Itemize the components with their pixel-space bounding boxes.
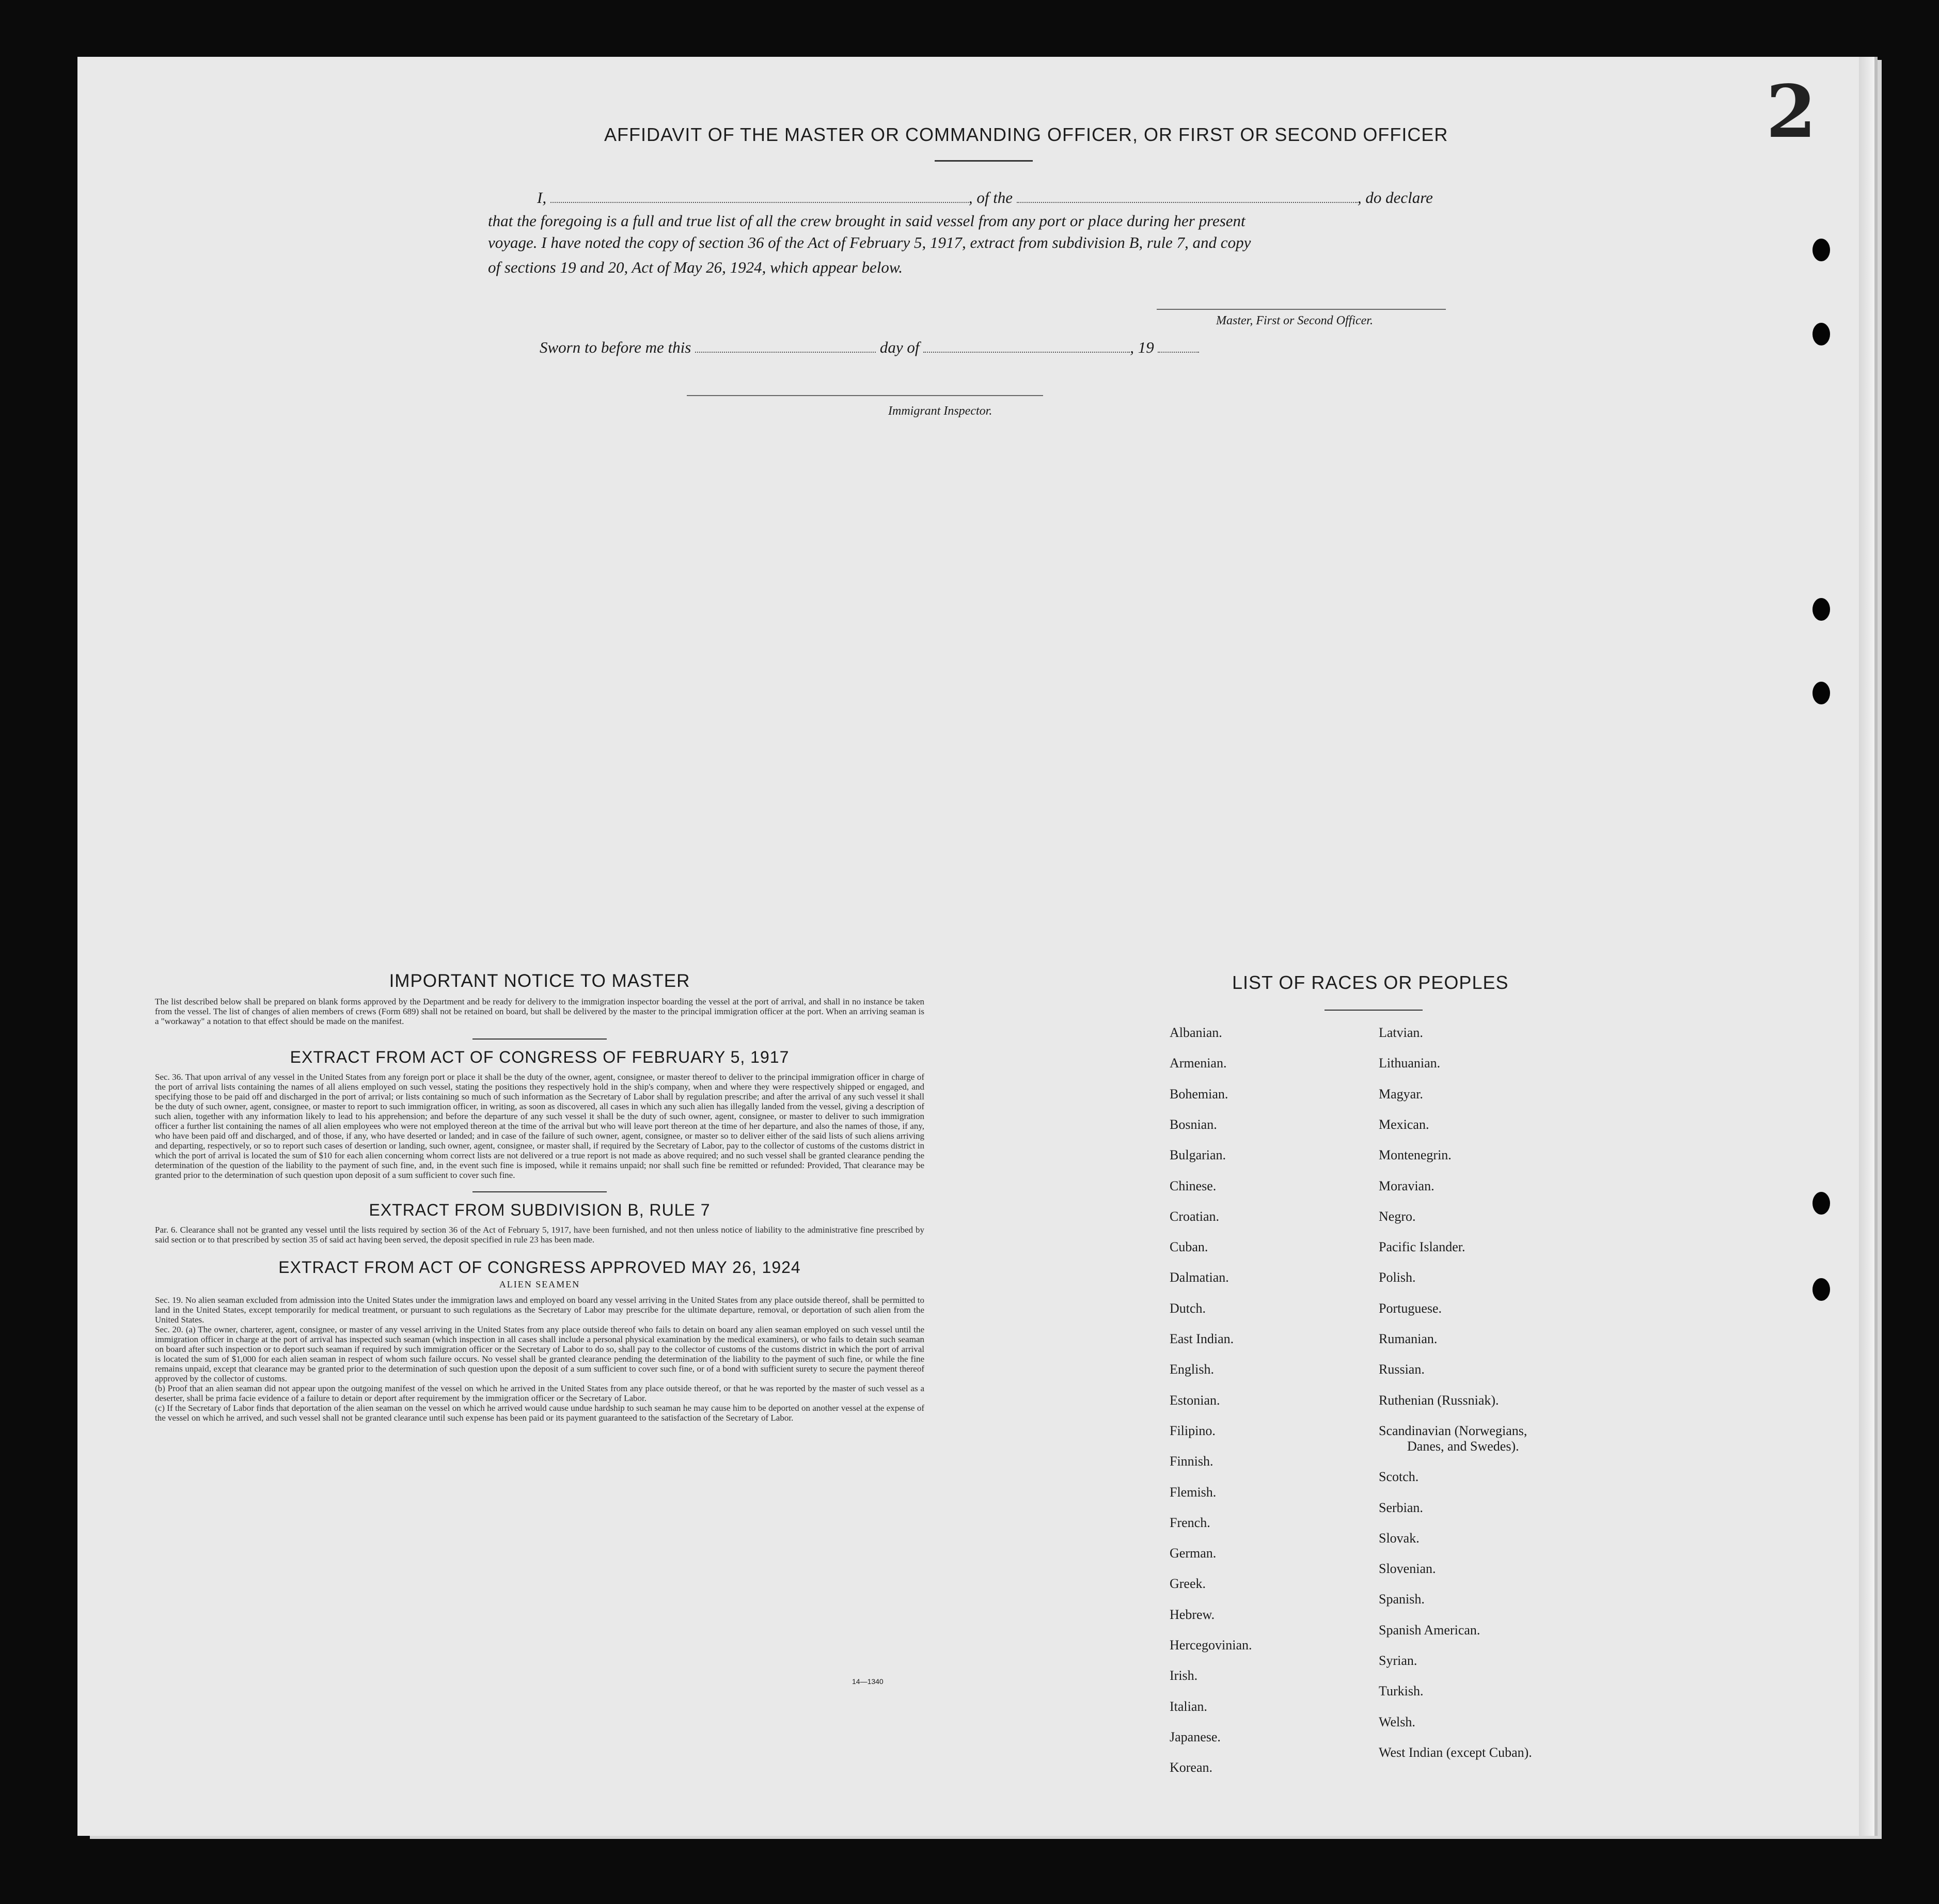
form-sheet [77, 57, 1869, 1836]
binder-hole [1812, 1192, 1830, 1215]
race-item: Rumanian. [1379, 1331, 1438, 1346]
race-item: Korean. [1170, 1760, 1213, 1775]
race-item: Scotch. [1379, 1469, 1419, 1485]
race-item: Slovak. [1379, 1530, 1420, 1546]
year-label: , 19 [1130, 338, 1154, 356]
month-blank[interactable] [923, 349, 1130, 353]
page-stack-edge [1859, 57, 1874, 1836]
race-item: Ruthenian (Russniak). [1379, 1392, 1499, 1408]
vessel-blank[interactable] [1017, 199, 1358, 203]
extract-1924-title: EXTRACT FROM ACT OF CONGRESS APPROVED MAY 26, 1924 [278, 1258, 801, 1277]
race-item: German. [1170, 1546, 1217, 1561]
extract-1917-title: EXTRACT FROM ACT OF CONGRESS OF FEBRUARY 5, 1917 [290, 1048, 790, 1066]
binder-hole [1812, 239, 1830, 261]
race-item: Russian. [1379, 1362, 1425, 1377]
race-item: Mexican. [1379, 1116, 1429, 1132]
binder-hole [1812, 323, 1830, 345]
race-item: Cuban. [1170, 1239, 1208, 1255]
declaration-line-2: that the foregoing is a full and true list of all the crew brought in said vessel from any port or place during her present [488, 212, 1246, 230]
race-item: Greek. [1170, 1576, 1206, 1592]
notice-body: The list described below shall be prepared on blank forms approved by the Department and be ready for delivery to the immigration inspector boarding the vessel at the port of arrival, and shall in no instance be taken from the vessel. The list of changes of alien members of crews (Form 689) shall not be retained on board, but shall be delivered by the master to the principal immigration officer at the port. When an arriving seaman is a "workaway" a notation to that effect should be made on the manifest. [155, 997, 924, 1026]
race-item: Finnish. [1170, 1454, 1213, 1469]
race-item: Slovenian. [1379, 1561, 1436, 1577]
race-item: East Indian. [1170, 1331, 1234, 1346]
race-item: Bohemian. [1170, 1086, 1228, 1102]
race-item: Syrian. [1379, 1653, 1417, 1668]
race-item: Irish. [1170, 1668, 1198, 1683]
sec-20a: Sec. 20. (a) The owner, charterer, agent, consignee, or master of any vessel arriving in the United States from any place outside thereof who fails to detain on board any alien seaman employed on such vessel until the immigration officer in charge at the port of arrival has inspected such seaman (which inspection in all cases shall include a personal physical examination by the medical examiners), or who fails to detain such seaman on board after such inspection or to deport such seaman if required by such immigration officer or the Secretary of Labor to do so, shall pay to the collector of customs of the customs district in which the port of arrival is located the sum of $1,000 for each alien seaman in respect of whom such failure occurs. No vessel shall be granted clearance pending the determination of the liability to the payment of such fine, or while the fine remains unpaid, except that clearance may be granted prior to the determination of such question upon the deposit of a sum sufficient to cover such fine, or of a bond with sufficient surety to secure the payment thereof approved by the collector of customs. [155, 1325, 924, 1383]
race-item: Spanish American. [1379, 1622, 1480, 1638]
races-title-rule [1325, 1010, 1423, 1011]
declaration-line-4: of sections 19 and 20, Act of May 26, 1924, which appear below. [488, 258, 903, 276]
race-item: Latvian. [1379, 1025, 1423, 1040]
page-number: 2 [1766, 70, 1817, 154]
race-item: Hebrew. [1170, 1607, 1215, 1622]
divider [472, 1191, 607, 1192]
race-item: Italian. [1170, 1698, 1207, 1714]
notice-section [155, 971, 924, 1423]
sec-20c: (c) If the Secretary of Labor finds that deportation of the alien seaman on the vessel on which he arrived would cause undue hardship to such seaman he may cause him to be deported on another vessel at the expense of the vessel on which he arrived, and such vessel shall not be granted clearance until such expense has been paid or its payment guaranteed to the satisfaction of the Secretary of Labor. [155, 1403, 924, 1423]
declare-label: , do declare [1357, 188, 1433, 207]
day-blank[interactable] [695, 349, 876, 353]
race-item: Bosnian. [1170, 1116, 1217, 1132]
race-item: Armenian. [1170, 1056, 1227, 1071]
race-item: Bulgarian. [1170, 1147, 1226, 1163]
binder-hole [1812, 682, 1830, 704]
race-item: Filipino. [1170, 1423, 1216, 1438]
race-item: Flemish. [1170, 1484, 1217, 1500]
name-blank[interactable] [550, 199, 969, 203]
form-code: 14—1340 [852, 1677, 884, 1686]
alien-seamen-caption: ALIEN SEAMEN [499, 1279, 580, 1289]
master-signature-label: Master, First or Second Officer. [1216, 314, 1373, 327]
day-of-label: day of [879, 338, 920, 356]
race-item: Montenegrin. [1379, 1147, 1452, 1163]
race-item: Spanish. [1379, 1592, 1425, 1607]
sworn-label: Sworn to before me this [540, 338, 691, 356]
race-item: Dalmatian. [1170, 1270, 1229, 1285]
race-item: West Indian (except Cuban). [1379, 1744, 1532, 1760]
race-item: Japanese. [1170, 1729, 1221, 1744]
binder-hole [1812, 598, 1830, 621]
race-item: Moravian. [1379, 1178, 1434, 1193]
race-item: Serbian. [1379, 1500, 1423, 1515]
bleed-through-marks [837, 436, 844, 450]
race-item: English. [1170, 1362, 1214, 1377]
extract-1917-body: Sec. 36. That upon arrival of any vessel in the United States from any foreign port or place it shall be the duty of the owner, agent, consignee, or master thereof to deliver to the principal immigration officer in charge of the port of arrival lists containing the names of all aliens employed on such vessel, stating the positions they respectively hold in the ship's company, when and where they were respectively shipped or engaged, and specifying those to be paid off and discharged in the port of arrival; or lists containing so much of such information as the Secretary of Labor shall by regulation prescribe; and after the arrival of any such vessel it shall be the duty of such owner, agent, consignee, or master to report to such immigration officer, in writing, as soon as discovered, all cases in which any such alien has illegally landed from the vessel, giving a description of such alien, together with any information likely to lead to his apprehension; and before the departure of any such vessel it shall be the duty of such owner, agent, consignee, or master to deliver to such immigration officer a further list containing the names of all alien employees who were not employed thereon at the time of the arrival but who will leave port thereon at the time of her departure, and also the names of those, if any, who have been paid off and discharged, and of those, if any, who have deserted or landed; and in case of the failure of such owner, agent, consignee, or master so to deliver either of the said lists of such aliens arriving and departing, respectively, or so to report such cases of desertion or landing, such owner, agent, consignee, or master shall, if required by the Secretary of Labor, pay to the collector of customs of the customs district in which the port of arrival is located the sum of $10 for each alien concerning whom correct lists are not delivered or a true report is not made as above required; and no such vessel shall be granted clearance pending the determination of the question of the liability to the payment of such fine, and, in the event such fine is imposed, while it remains unpaid; nor shall such fine be remitted or refunded: Provided, That clearance may be granted prior to the determination of such question upon deposit of a sum sufficient to cover such fine. [155, 1072, 924, 1180]
sworn-line [540, 338, 1199, 357]
race-item: Dutch. [1170, 1300, 1206, 1316]
sec-19: Sec. 19. No alien seaman excluded from admission into the United States under the immigration laws and employed on board any vessel arriving in the United States from any place outside thereof, shall be permitted to land in the United States, except temporarily for medical treatment, or pursuant to such regulations as the Secretary of Labor may prescribe for the ultimate departure, removal, or deportation of such alien from the United States. [155, 1295, 924, 1325]
race-item: Chinese. [1170, 1178, 1217, 1193]
master-signature-line[interactable] [1157, 309, 1446, 310]
race-item: Lithuanian. [1379, 1056, 1441, 1071]
notice-title: IMPORTANT NOTICE TO MASTER [389, 971, 690, 991]
races-title: LIST OF RACES OR PEOPLES [1232, 972, 1509, 993]
declaration-line-3: voyage. I have noted the copy of section 36 of the Act of February 5, 1917, extract from subdivision B, rule 7, and copy [488, 233, 1251, 251]
race-item: Magyar. [1379, 1086, 1423, 1102]
race-item: Portuguese. [1379, 1300, 1442, 1316]
declaration-line-1 [537, 188, 1433, 207]
race-item: Croatian. [1170, 1208, 1220, 1224]
binder-hole [1812, 1278, 1830, 1301]
race-item: Welsh. [1379, 1714, 1415, 1729]
race-item: Polish. [1379, 1270, 1416, 1285]
of-the-label: , of the [968, 188, 1013, 207]
year-blank[interactable] [1158, 349, 1199, 353]
race-item: Scandinavian (Norwegians, [1379, 1423, 1527, 1438]
declaration-i: I, [537, 188, 547, 207]
race-item: Pacific Islander. [1379, 1239, 1465, 1255]
affidavit-title: AFFIDAVIT OF THE MASTER OR COMMANDING OFFICER, OR FIRST OR SECOND OFFICER [604, 124, 1448, 145]
race-item: Turkish. [1379, 1683, 1424, 1699]
extract-rule7-title: EXTRACT FROM SUBDIVISION B, RULE 7 [369, 1201, 711, 1219]
inspector-label: Immigrant Inspector. [888, 404, 992, 418]
sec-20b: (b) Proof that an alien seaman did not appear upon the outgoing manifest of the vessel on which he arrived in the United States from any place outside thereof, or that he was reported by the master of such vessel as a deserter, shall be prima facie evidence of a failure to detain or deport after requirement by the immigration officer or the Secretary of Labor. [155, 1383, 924, 1403]
race-item: Negro. [1379, 1208, 1416, 1224]
race-item: Albanian. [1170, 1025, 1222, 1040]
race-item: Hercegovinian. [1170, 1638, 1252, 1653]
divider [472, 1038, 607, 1040]
title-rule [935, 160, 1033, 162]
race-item: French. [1170, 1515, 1210, 1530]
extract-rule7-body: Par. 6. Clearance shall not be granted any vessel until the lists required by section 36 of the Act of February 5, 1917, have been furnished, and not then unless notice of liability to the administrative fine prescribed by said section or to that prescribed by section 35 of said act having been served, the deposit specified in rule 23 has been made. [155, 1225, 924, 1245]
race-item: Estonian. [1170, 1392, 1220, 1408]
inspector-signature-line[interactable] [687, 395, 1043, 396]
race-item: Danes, and Swedes). [1407, 1438, 1519, 1454]
